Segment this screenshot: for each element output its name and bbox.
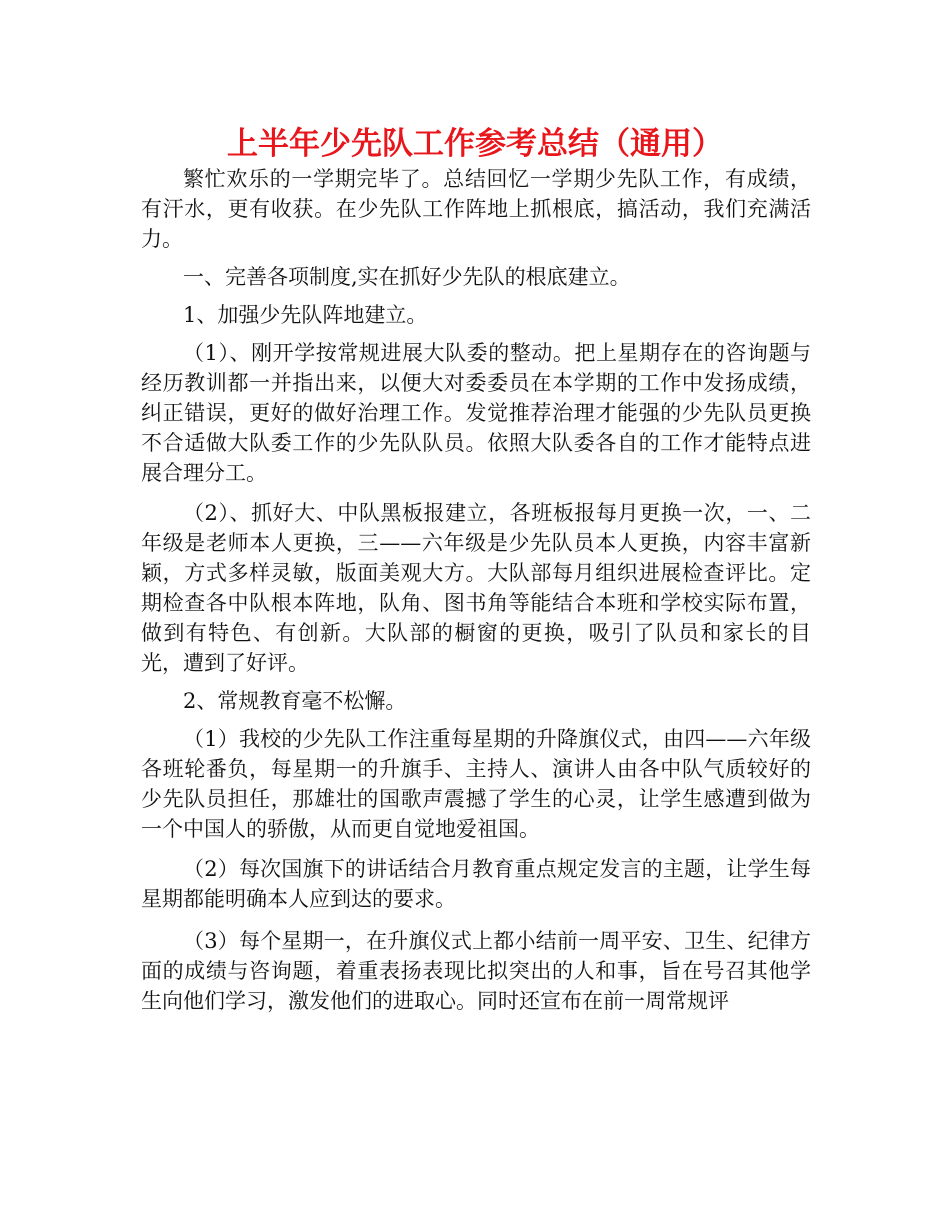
paragraph-section-1-heading: 一、完善各项制度,实在抓好少先队的根底建立。: [183, 265, 631, 289]
paragraph-item-2-heading: 2、常规教育毫不松懈。: [183, 689, 407, 713]
document-body: [141, 164, 811, 1016]
paragraph-item-1-heading: 1、加强少先队阵地建立。: [183, 303, 428, 327]
paragraph-item-2-3: （3）每个星期一，在升旗仪式上都小结前一周平安、卫生、纪律方面的成绩与咨询题，着重表扬表现比拟突出的人和事，旨在号召其他学生向他们学习，激发他们的进取心。同时还宣布在前一周常规评: [141, 929, 811, 1013]
paragraph-item-1-1: （1）、刚开学按常规进展大队委的整动。把上星期存在的咨询题与经历教训都一并指出来，以便大对委委员在本学期的工作中发扬成绩，纠正错误，更好的做好治理工作。发觉推荐治理才能强的少先队员更换不合适做大队委工作的少先队队员。依照大队委各自的工作才能特点进展合理分工。: [141, 341, 811, 485]
paragraph-intro: 繁忙欢乐的一学期完毕了。总结回忆一学期少先队工作，有成绩，有汗水，更有收获。在少先队工作阵地上抓根底，搞活动，我们充满活力。: [141, 167, 811, 251]
paragraph-item-2-1: （1）我校的少先队工作注重每星期的升降旗仪式，由四——六年级各班轮番负，每星期一的升旗手、主持人、演讲人由各中队气质较好的少先队员担任，那雄壮的国歌声震撼了学生的心灵，让学生感遭到做为一个中国人的骄傲，从而更自觉地爱祖国。: [141, 727, 811, 841]
paragraph-item-2-2: （2）每次国旗下的讲话结合月教育重点规定发言的主题，让学生每星期都能明确本人应到达的要求。: [141, 857, 811, 911]
paragraph-item-1-2: （2）、抓好大、中队黑板报建立，各班板报每月更换一次，一、二年级是老师本人更换，三——六年级是少先队员本人更换，内容丰富新颖，方式多样灵敏，版面美观大方。大队部每月组织进展检查评比。定期检查各中队根本阵地，队角、图书角等能结合本班和学校实际布置，做到有特色、有创新。大队部的橱窗的更换，吸引了队员和家长的目光，遭到了好评。: [141, 501, 811, 675]
document-title: 上半年少先队工作参考总结（通用）: [227, 126, 723, 162]
